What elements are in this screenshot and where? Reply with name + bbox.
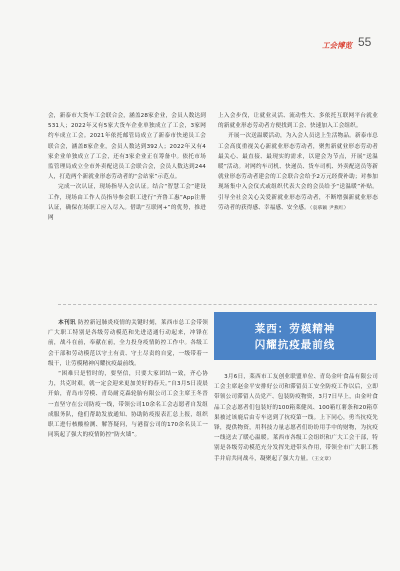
page-header bbox=[0, 0, 400, 62]
article-2-left-column bbox=[48, 318, 208, 440]
page-number: 55 bbox=[358, 35, 372, 49]
article-2-headline-banner bbox=[214, 312, 376, 360]
article-2-right-column bbox=[214, 372, 378, 465]
article-2-paragraph-2: “困难只是暂时的，要坚信，只要大家团结一致，齐心协力，共克时艰，就一定会迎来更加美好的春天。”自3月5日凌晨开始，青岛市劳模、青岛耐克森轮胎有限公司工会主席王冬晋一直坚守在公司防疫一线，带领公司10余名工会志愿者自发组成服务队，他们帮助发放通知、协助防疫报表汇总上报，组织职工进行核酸检测、解答疑问，与港留公司的170余名员工一同筑起了强大的疫情防控“防火墙”。 bbox=[48, 371, 208, 439]
article-1-paragraph-1: 会，新泰市大货车工会联合会，涵盖28家企业，会员人数达到531人；2022年又有5家大货车企业单独成立了工会，3家网约车成立工会。2021年依托邮管局成立了新泰市快递员工会联合会，涵盖8家企业，会员人数达到392人；2022年又有4家企业单独成立了工会，还有3家企业正在筹备中。依托市场监管理局成立全市外卖配送员工会联合会，会员人数达到244人，打造两个新就业形态劳动者的“会站家”示范点。 bbox=[48, 113, 206, 181]
article-1-paragraph-4-text: 开展一次送温暖活动，为入会人员送上生活物品。新泰市总工会高度重视关心新就业形态劳动者，聚焦新就业形态劳动者最关心、最直接、最现实的需求，以建会为节点，开展“送温暖”活动。对网约车司机、快递员、货车司机、外卖配送员等新就业形态劳动者建会的工会联合会给予2万元经费补助；对参加现场集中入会仪式或组织代表大会的会员给予“送温暖”补贴。引导全社会关心关爱新就业形态劳动者，不断增强新就业形态劳动者的获得感、幸福感、安全感。 bbox=[218, 133, 378, 211]
news-kicker: 本刊讯 bbox=[58, 320, 76, 326]
article-2-paragraph-1 bbox=[48, 318, 208, 369]
magazine-brand: 工会博览 bbox=[322, 41, 352, 50]
headline-line-1: 莱西：劳模精神 bbox=[254, 323, 336, 335]
article-2-paragraph-3-text: 3月6日，莱西市工友创业联盟单位、青岛金叶食品有限公司工会主席赵金平安排好公司和滞留员工安全防疫工作以后，立即带领公司滞留人员党产、包装防疫物资，3月7日早上，由金叶食品工会志愿者们包装好的100箱莱健凤、100箱红薯条和20箱草果被过该鹿后由专车送到了抗疫第一线。上下同心，勇当抗疫先锋，提供物资，用科技力量志愿者们纷纷用手中的财物，为抗疫一线送去了暖心温暖。莱西市各级工会组织和广大工会干部，特别是各级劳动模范充分发挥先进带头作用，带领全市广大职工携手并肩共同战斗，凝聚起了强大力量。 bbox=[214, 374, 378, 462]
article-2-signature: （王文章） bbox=[311, 456, 334, 462]
article-1-paragraph-2: 完成一次认证，现场指导入会认证。结合“智慧工会”建设工作，现场由工作人员指导参会职工进行“齐鲁工惠”App注册认证，确保在场职工应入尽入。借助“互联网+”的优势，推进网 bbox=[48, 184, 206, 222]
article-1-left-column bbox=[48, 111, 206, 223]
article-1-paragraph-4 bbox=[218, 131, 378, 214]
article-1-right-column bbox=[218, 111, 378, 214]
article-2-paragraph-3 bbox=[214, 372, 378, 465]
article-2-paragraph-1-text: 防控新冠肺炎疫情的关键时刻，莱西市总工会带领广大职工特别是各级劳动模范和先进适通行动起来，冲锋在前，战斗在前，奉献在前，全力投身疫情防控工作中。各级工会干部和劳动模范以守土有责、守土尽责的自觉，一级带着一级干，让劳模精神闪耀抗疫最前线。 bbox=[48, 320, 208, 367]
article-1-paragraph-3: 上入会步伐，让就业灵活、流动性大、多依托互联网平台就业的新就业形态劳动者方便找到工会、快速加入工会组织。 bbox=[218, 113, 378, 130]
article-1-signature: （袁慕颖 尹燕红） bbox=[309, 205, 349, 211]
section-divider bbox=[58, 304, 377, 305]
headline-line-2: 闪耀抗疫最前线 bbox=[254, 339, 336, 351]
